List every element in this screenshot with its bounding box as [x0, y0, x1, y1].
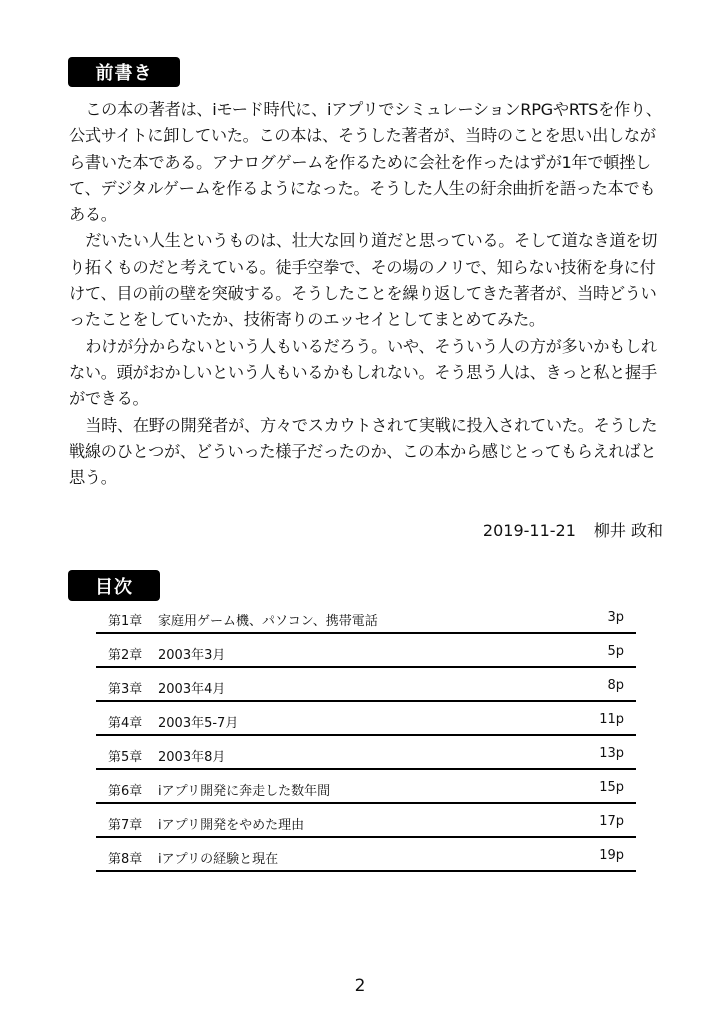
toc-chapter-number: 第3章	[108, 682, 143, 697]
toc-chapter-title: 2003年5-7月	[158, 716, 239, 731]
preface-paragraph: だいたい人生というものは、壮大な回り道だと思っている。そして道なき道を切り拓くものだと考えている。徒手空拳で、その場のノリで、知らない技術を身に付けて、目の前の壁を突破する。そうしたことを繰り返してきた著者が、当時どういったことをしていたか、技術寄りのエッセイとしてまとめてみた。	[69, 231, 658, 330]
preface-paragraph: 当時、在野の開発者が、方々でスカウトされて実戦に投入されていた。そうした戦線のひとつが、どういった様子だったのか、この本から感じとってもらえればと思う。	[69, 415, 658, 488]
table-of-contents	[96, 600, 636, 872]
toc-chapter-title: 2003年3月	[158, 648, 226, 663]
toc-chapter-title: iアプリ開発に奔走した数年間	[158, 784, 331, 799]
preface-signature	[483, 518, 663, 541]
preface-paragraph: わけが分からないという人もいるだろう。いや、そういう人の方が多いかもしれない。頭がおかしいという人もいるかもしれない。そう思う人は、きっと私と握手ができる。	[69, 336, 657, 409]
toc-page-number: 15p	[599, 780, 624, 795]
toc-chapter-title: iアプリ開発をやめた理由	[158, 818, 305, 833]
toc-entry-7[interactable]	[96, 804, 636, 838]
toc-page-number: 17p	[599, 814, 624, 829]
toc-chapter-number: 第7章	[108, 818, 143, 833]
toc-page-number: 11p	[599, 712, 624, 727]
toc-entry-2[interactable]	[96, 634, 636, 668]
toc-entry-4[interactable]	[96, 702, 636, 736]
preface-author: 柳井 政和	[593, 521, 663, 540]
toc-page-number: 5p	[607, 644, 624, 659]
toc-page-number: 19p	[599, 848, 624, 863]
toc-page-number: 13p	[599, 746, 624, 761]
page-number: 2	[354, 976, 366, 996]
preface-paragraph: この本の著者は、iモード時代に、iアプリでシミュレーションRPGやRTSを作り、公式サイトに卸していた。この本は、そうした著者が、当時のことを思い出しながら書いた本である。アナログゲームを作るために会社を作ったはずが1年で頓挫して、デジタルゲームを作るようになった。そうした人生の紆余曲折を語った本でもある。	[69, 100, 662, 225]
toc-entry-8[interactable]	[96, 838, 636, 872]
toc-chapter-title: 2003年8月	[158, 750, 226, 765]
toc-entry-3[interactable]	[96, 668, 636, 702]
preface-heading: 前書き	[68, 57, 180, 87]
toc-chapter-number: 第1章	[108, 614, 143, 629]
toc-chapter-title: iアプリの経験と現在	[158, 852, 279, 867]
toc-chapter-number: 第8章	[108, 852, 143, 867]
toc-page-number: 3p	[607, 610, 624, 625]
toc-entry-5[interactable]	[96, 736, 636, 770]
toc-heading: 目次	[68, 570, 160, 601]
preface-date: 2019-11-21	[482, 521, 576, 540]
toc-entry-6[interactable]	[96, 770, 636, 804]
toc-chapter-title: 2003年4月	[158, 682, 226, 697]
toc-page-number: 8p	[607, 678, 624, 693]
toc-chapter-number: 第2章	[108, 648, 143, 663]
toc-chapter-number: 第4章	[108, 716, 143, 731]
toc-chapter-number: 第6章	[108, 784, 143, 799]
toc-chapter-number: 第5章	[108, 750, 143, 765]
toc-chapter-title: 家庭用ゲーム機、パソコン、携帯電話	[158, 614, 378, 629]
preface-body	[69, 97, 669, 491]
toc-entry-1[interactable]	[96, 600, 636, 634]
